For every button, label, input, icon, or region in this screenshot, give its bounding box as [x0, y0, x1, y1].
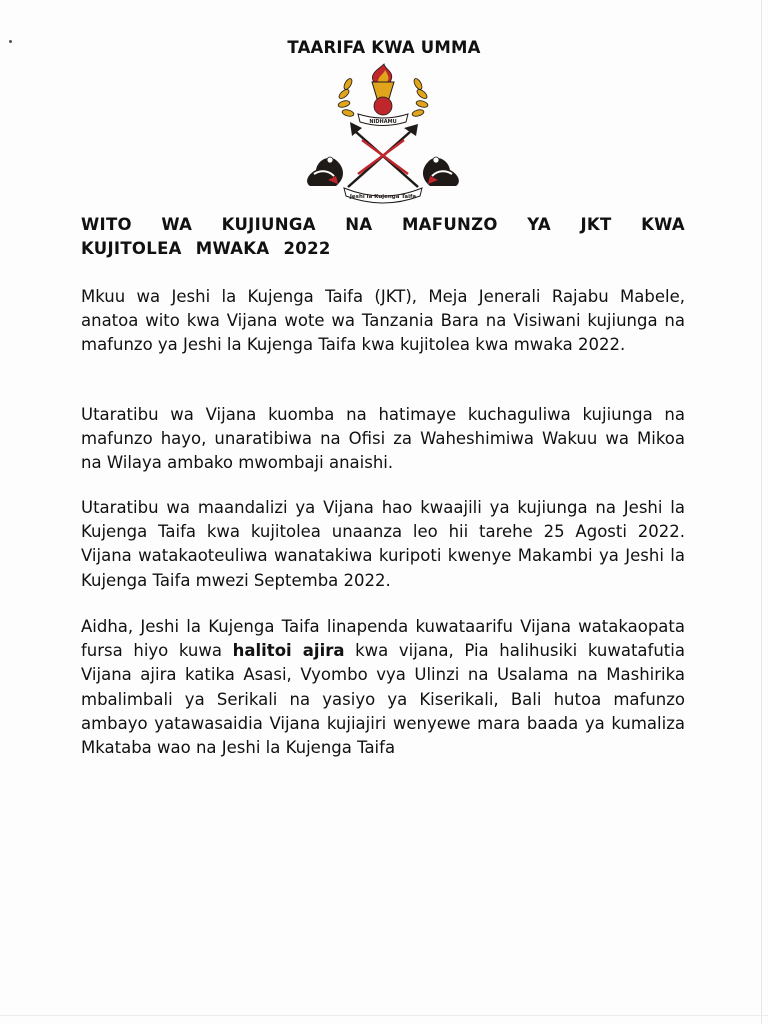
paragraph-4-emphasis: halitoi ajira: [232, 641, 345, 661]
notice-heading-line-1: WITO WA KUJIUNGA NA MAFUNZO YA JKT KWA: [81, 215, 685, 234]
paragraph-3: Utaratibu wa maandalizi ya Vijana hao kwaajili ya kujiunga na Jeshi la Kujenga Taifa kwa kujitolea unaanza leo hii tarehe 25 Agosti 2022. Vijana watakaoteuliwa wanatakiwa kuripoti kwenye Makambi ya Jeshi la Kujenga Taifa mwezi Septemba 2022.: [81, 498, 685, 590]
page-bottom-edge: [0, 1015, 768, 1016]
paragraph-2: Utaratibu wa Vijana kuomba na hatimaye kuchaguliwa kujiunga na mafunzo hayo, unaratibiwa na Ofisi za Waheshimiwa Wakuu wa Mikoa na Wilaya ambako mwombaji anaishi.: [81, 405, 685, 473]
paragraph-1: Mkuu wa Jeshi la Kujenga Taifa (JKT), Meja Jenerali Rajabu Mabele, anatoa wito kwa Vijana wote wa Tanzania Bara na Visiwani kujiunga na mafunzo ya Jeshi la Kujenga Taifa kwa kujitolea kwa mwaka 2022.: [81, 287, 685, 355]
jkt-emblem-logo: [288, 62, 478, 210]
page-title: TAARIFA KWA UMMA: [287, 38, 481, 57]
emblem-motto-text: Jeshi la Kujenga Taifa: [349, 194, 417, 200]
paragraph-4-text-end: kwa vijana, Pia halihusiki kuwatafutia Vijana ajira katika Asasi, Vyombo vya Ulinzi na Usalama na Mashirika mbalimbali ya Serikali na yasiyo ya Kiserikali, Bali hutoa mafunzo ambayo yatawasaidia Vijana kujiajiri wenyewe mara baada ya kumaliza Mkataba wao na Jeshi la Kujenga Taifa: [81, 641, 685, 758]
notice-heading-line-2: KUJITOLEA MWAKA 2022: [81, 239, 331, 258]
emblem-banner-text: NIDHAMU: [369, 119, 397, 125]
paragraph-4: [81, 615, 685, 760]
paragraph-4-text-start: Aidha, Jeshi la Kujenga Taifa linapenda kuwataarifu Vijana watakaopata fursa hiyo kuwa: [81, 617, 685, 661]
notice-heading: [81, 213, 685, 261]
page-edge: [761, 0, 762, 1024]
